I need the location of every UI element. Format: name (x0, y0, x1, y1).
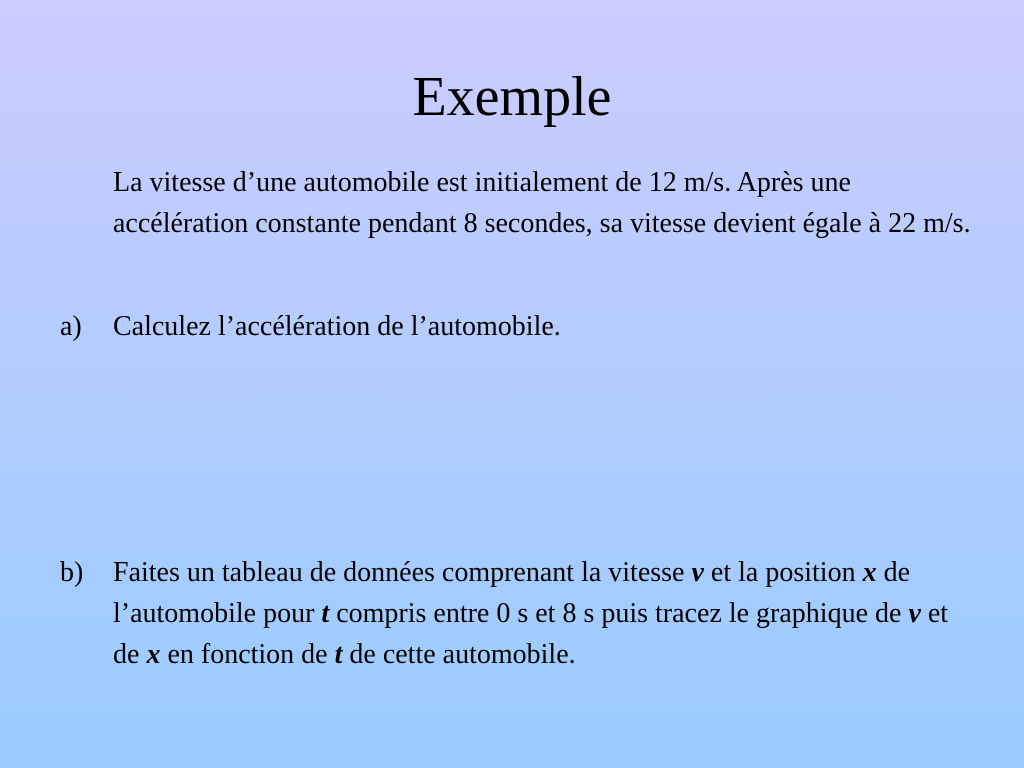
slide-title: Exemple (412, 66, 612, 128)
question-a-text: Calculez l’accélération de l’automobile. (113, 311, 561, 342)
question-b-segment: de l’automobile pour (113, 557, 911, 629)
variable-t: t (334, 639, 343, 670)
question-b-marker: b) (60, 557, 84, 588)
variable-v: v (908, 598, 921, 629)
question-a-marker: a) (60, 311, 82, 342)
intro-paragraph: La vitesse d’une automobile est initialement de 12 m/s. Après une accélération constante pendant 8 secondes, sa vitesse devient égale à 22 m/s. (113, 167, 971, 239)
question-b-segment: de cette automobile. (342, 639, 576, 670)
variable-x: x (146, 639, 161, 670)
question-b-text (113, 552, 973, 675)
question-b-segment: et de (113, 598, 949, 670)
variable-v: v (691, 557, 704, 588)
question-b-segment: et la position (703, 557, 863, 588)
question-b-segment: en fonction de (160, 639, 335, 670)
question-b-segment: Faites un tableau de données comprenant la vitesse (113, 557, 692, 588)
variable-t: t (321, 598, 330, 629)
variable-x: x (862, 557, 877, 588)
question-b-segment: compris entre 0 s et 8 s puis tracez le graphique de (329, 598, 909, 629)
